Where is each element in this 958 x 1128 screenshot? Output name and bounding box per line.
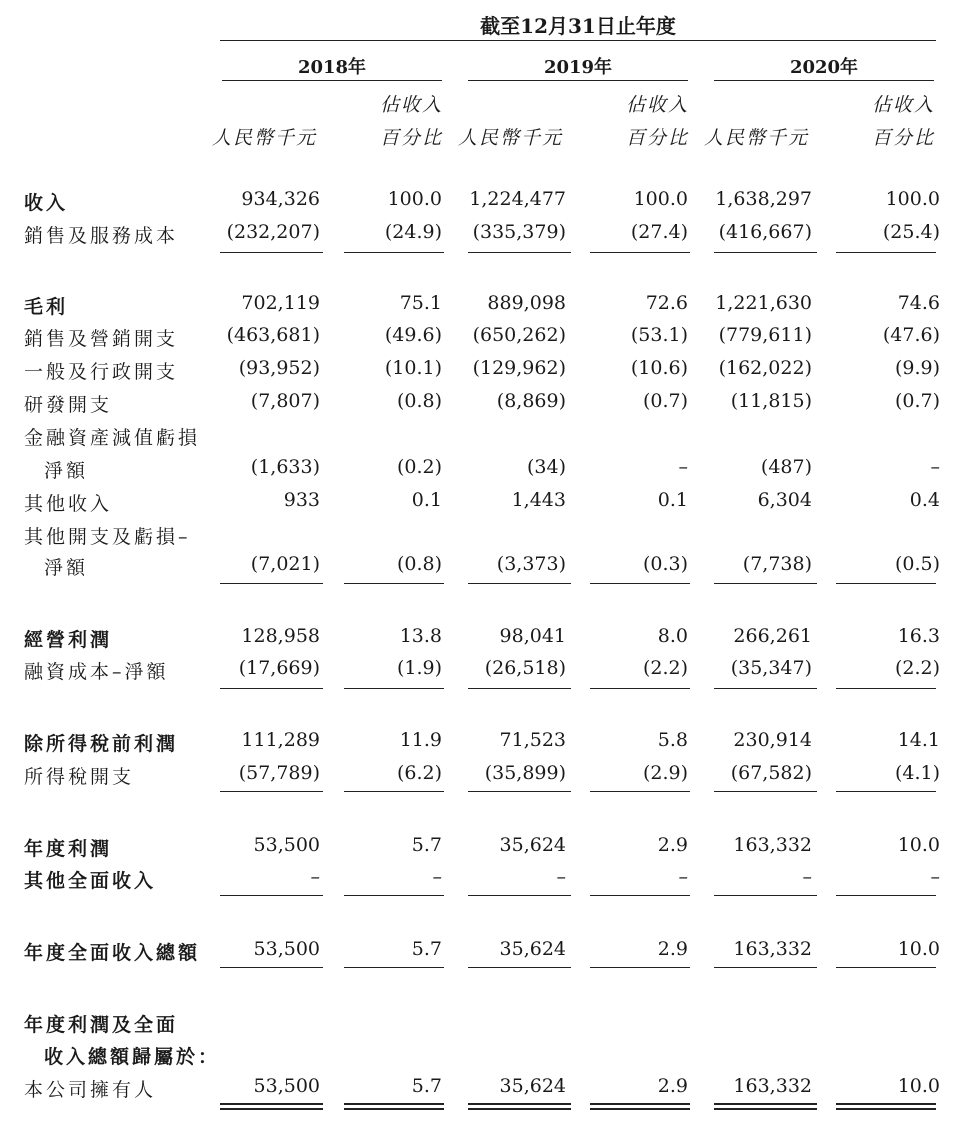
total-double-rule: [836, 1103, 936, 1110]
year-header-2020: 2020年: [789, 57, 859, 78]
row-value-col3: 35,624: [499, 1075, 566, 1097]
total-double-rule: [468, 1103, 571, 1110]
row-value-col1: 933: [283, 489, 320, 511]
year-header-2018: 2018年: [297, 57, 367, 78]
row-label: 研發開支: [24, 394, 113, 416]
row-value-col4: (53.1): [630, 324, 688, 346]
subtotal-rule: [590, 791, 690, 792]
period-rule: [220, 40, 936, 41]
row-label: 淨額: [44, 460, 89, 482]
row-value-col5: (11,815): [730, 390, 812, 412]
row-label: 毛利: [24, 296, 69, 318]
row-value-col3: (34): [526, 456, 566, 478]
row-value-col4: –: [678, 456, 688, 478]
row-value-col6: (0.5): [894, 553, 940, 575]
row-value-col3: (650,262): [472, 324, 566, 346]
row-value-col4: 8.0: [657, 625, 688, 647]
row-value-col5: (7,738): [742, 553, 812, 575]
subtotal-rule: [220, 967, 323, 968]
amount-header-2018: 人民幣千元: [212, 127, 318, 149]
row-value-col3: (129,962): [472, 357, 566, 379]
subtotal-rule: [590, 895, 690, 896]
row-value-col3: 98,041: [499, 625, 566, 647]
row-value-col1: 53,500: [253, 1075, 320, 1097]
row-value-col3: 1,443: [511, 489, 566, 511]
row-value-col2: 100.0: [387, 188, 442, 210]
row-value-col2: 11.9: [399, 729, 442, 751]
subtotal-rule: [590, 252, 690, 253]
row-value-col3: 889,098: [487, 292, 566, 314]
subtotal-rule: [714, 688, 817, 689]
row-label: 融資成本–淨額: [24, 661, 169, 683]
subtotal-rule: [836, 791, 936, 792]
year-rule-2018: [222, 80, 442, 81]
row-value-col2: 0.1: [411, 489, 442, 511]
pct-header-line1-2018: 佔收入: [380, 94, 444, 116]
row-value-col5: 163,332: [733, 1075, 812, 1097]
row-value-col4: –: [678, 866, 688, 888]
subtotal-rule: [220, 688, 323, 689]
row-label: 經營利潤: [24, 629, 113, 651]
row-value-col5: (35,347): [730, 657, 812, 679]
row-value-col1: (57,789): [238, 762, 320, 784]
row-value-col5: (67,582): [730, 762, 812, 784]
subtotal-rule: [468, 583, 571, 584]
row-value-col1: (463,681): [226, 324, 320, 346]
row-value-col6: –: [930, 456, 940, 478]
row-value-col2: (6.2): [396, 762, 442, 784]
year-rule-2020: [714, 80, 934, 81]
row-value-col2: (24.9): [384, 221, 442, 243]
row-label: 銷售及服務成本: [24, 225, 179, 247]
subtotal-rule: [836, 967, 936, 968]
row-value-col4: (10.6): [630, 357, 688, 379]
row-label: 淨額: [44, 557, 89, 579]
subtotal-rule: [836, 688, 936, 689]
row-label: 年度利潤: [24, 838, 113, 860]
subtotal-rule: [468, 791, 571, 792]
row-value-col1: 53,500: [253, 938, 320, 960]
row-value-col2: 5.7: [411, 1075, 442, 1097]
row-value-col2: 13.8: [399, 625, 442, 647]
row-value-col6: 10.0: [897, 834, 940, 856]
subtotal-rule: [344, 791, 444, 792]
row-value-col4: (27.4): [630, 221, 688, 243]
row-value-col3: (35,899): [484, 762, 566, 784]
row-value-col1: 53,500: [253, 834, 320, 856]
subtotal-rule: [590, 967, 690, 968]
row-value-col6: 0.4: [909, 489, 940, 511]
row-value-col2: (0.8): [396, 390, 442, 412]
row-value-col5: (162,022): [718, 357, 812, 379]
row-label: 年度利潤及全面: [24, 1014, 179, 1036]
row-label: 收入總額歸屬於：: [44, 1046, 221, 1068]
row-value-col6: 16.3: [897, 625, 940, 647]
row-value-col3: (8,869): [496, 390, 566, 412]
row-value-col6: (2.2): [894, 657, 940, 679]
total-double-rule: [590, 1103, 690, 1110]
row-value-col1: (17,669): [238, 657, 320, 679]
row-value-col2: (10.1): [384, 357, 442, 379]
subtotal-rule: [344, 583, 444, 584]
row-value-col1: 934,326: [241, 188, 320, 210]
row-value-col3: (26,518): [484, 657, 566, 679]
total-double-rule: [344, 1103, 444, 1110]
row-value-col4: (2.2): [642, 657, 688, 679]
row-value-col2: (49.6): [384, 324, 442, 346]
pct-header-line1-2019: 佔收入: [626, 94, 690, 116]
subtotal-rule: [714, 967, 817, 968]
row-value-col5: (416,667): [718, 221, 812, 243]
row-value-col2: –: [432, 866, 442, 888]
year-rule-2019: [468, 80, 688, 81]
row-value-col4: 0.1: [657, 489, 688, 511]
row-value-col6: (47.6): [882, 324, 940, 346]
year-header-2019: 2019年: [543, 57, 613, 78]
row-value-col5: 1,221,630: [715, 292, 812, 314]
row-value-col4: 2.9: [657, 1075, 688, 1097]
subtotal-rule: [468, 967, 571, 968]
row-value-col1: (7,807): [250, 390, 320, 412]
row-value-col4: (2.9): [642, 762, 688, 784]
row-value-col3: (335,379): [472, 221, 566, 243]
row-value-col3: 1,224,477: [469, 188, 566, 210]
row-label: 金融資產減值虧損: [24, 427, 201, 449]
subtotal-rule: [220, 583, 323, 584]
row-value-col2: 5.7: [411, 834, 442, 856]
row-value-col4: 5.8: [657, 729, 688, 751]
row-value-col6: 74.6: [897, 292, 940, 314]
row-value-col4: 2.9: [657, 938, 688, 960]
subtotal-rule: [220, 791, 323, 792]
period-header: 截至12月31日止年度: [480, 14, 676, 38]
row-value-col4: 72.6: [645, 292, 688, 314]
row-value-col5: –: [802, 866, 812, 888]
subtotal-rule: [344, 688, 444, 689]
row-value-col4: (0.7): [642, 390, 688, 412]
row-value-col6: 14.1: [897, 729, 940, 751]
pct-header-line2-2019: 百分比: [626, 127, 690, 149]
row-value-col1: (232,207): [226, 221, 320, 243]
row-value-col1: –: [310, 866, 320, 888]
row-value-col6: (9.9): [894, 357, 940, 379]
subtotal-rule: [468, 688, 571, 689]
row-value-col1: (1,633): [250, 456, 320, 478]
pct-header-line1-2020: 佔收入: [872, 94, 936, 116]
subtotal-rule: [836, 583, 936, 584]
subtotal-rule: [220, 895, 323, 896]
row-label: 銷售及營銷開支: [24, 328, 179, 350]
row-value-col2: 75.1: [399, 292, 442, 314]
row-value-col3: 71,523: [499, 729, 566, 751]
row-value-col3: (3,373): [496, 553, 566, 575]
subtotal-rule: [836, 895, 936, 896]
row-value-col1: (7,021): [250, 553, 320, 575]
row-value-col3: –: [556, 866, 566, 888]
row-value-col5: 6,304: [757, 489, 812, 511]
row-value-col3: 35,624: [499, 938, 566, 960]
row-value-col6: 10.0: [897, 938, 940, 960]
subtotal-rule: [714, 583, 817, 584]
subtotal-rule: [590, 688, 690, 689]
row-value-col6: 10.0: [897, 1075, 940, 1097]
row-value-col3: 35,624: [499, 834, 566, 856]
total-double-rule: [714, 1103, 817, 1110]
row-label: 本公司擁有人: [24, 1079, 157, 1101]
amount-header-2020: 人民幣千元: [704, 127, 810, 149]
subtotal-rule: [714, 895, 817, 896]
subtotal-rule: [468, 252, 571, 253]
row-value-col1: (93,952): [238, 357, 320, 379]
subtotal-rule: [468, 895, 571, 896]
row-label: 其他開支及虧損–: [24, 526, 191, 548]
row-value-col5: 163,332: [733, 834, 812, 856]
row-value-col4: 100.0: [633, 188, 688, 210]
subtotal-rule: [344, 252, 444, 253]
row-value-col6: (0.7): [894, 390, 940, 412]
row-value-col1: 702,119: [241, 292, 320, 314]
subtotal-rule: [344, 895, 444, 896]
row-value-col4: 2.9: [657, 834, 688, 856]
row-value-col6: –: [930, 866, 940, 888]
row-value-col5: (779,611): [718, 324, 812, 346]
row-value-col6: (25.4): [882, 221, 940, 243]
subtotal-rule: [344, 967, 444, 968]
subtotal-rule: [714, 791, 817, 792]
subtotal-rule: [836, 252, 936, 253]
row-label: 收入: [24, 192, 69, 214]
row-label: 所得稅開支: [24, 766, 135, 788]
row-value-col5: 163,332: [733, 938, 812, 960]
pct-header-line2-2018: 百分比: [380, 127, 444, 149]
row-value-col2: (1.9): [396, 657, 442, 679]
row-value-col1: 111,289: [241, 729, 320, 751]
row-value-col1: 128,958: [241, 625, 320, 647]
subtotal-rule: [590, 583, 690, 584]
row-label: 一般及行政開支: [24, 361, 179, 383]
row-value-col2: 5.7: [411, 938, 442, 960]
row-label: 其他收入: [24, 493, 113, 515]
total-double-rule: [220, 1103, 323, 1110]
row-value-col6: 100.0: [885, 188, 940, 210]
row-label: 除所得稅前利潤: [24, 733, 179, 755]
row-value-col5: (487): [760, 456, 812, 478]
row-value-col5: 1,638,297: [715, 188, 812, 210]
row-value-col4: (0.3): [642, 553, 688, 575]
subtotal-rule: [714, 252, 817, 253]
pct-header-line2-2020: 百分比: [872, 127, 936, 149]
row-value-col6: (4.1): [894, 762, 940, 784]
subtotal-rule: [220, 252, 323, 253]
amount-header-2019: 人民幣千元: [458, 127, 564, 149]
row-value-col2: (0.2): [396, 456, 442, 478]
row-value-col5: 266,261: [733, 625, 812, 647]
row-label: 年度全面收入總額: [24, 942, 201, 964]
row-label: 其他全面收入: [24, 870, 157, 892]
row-value-col2: (0.8): [396, 553, 442, 575]
row-value-col5: 230,914: [733, 729, 812, 751]
